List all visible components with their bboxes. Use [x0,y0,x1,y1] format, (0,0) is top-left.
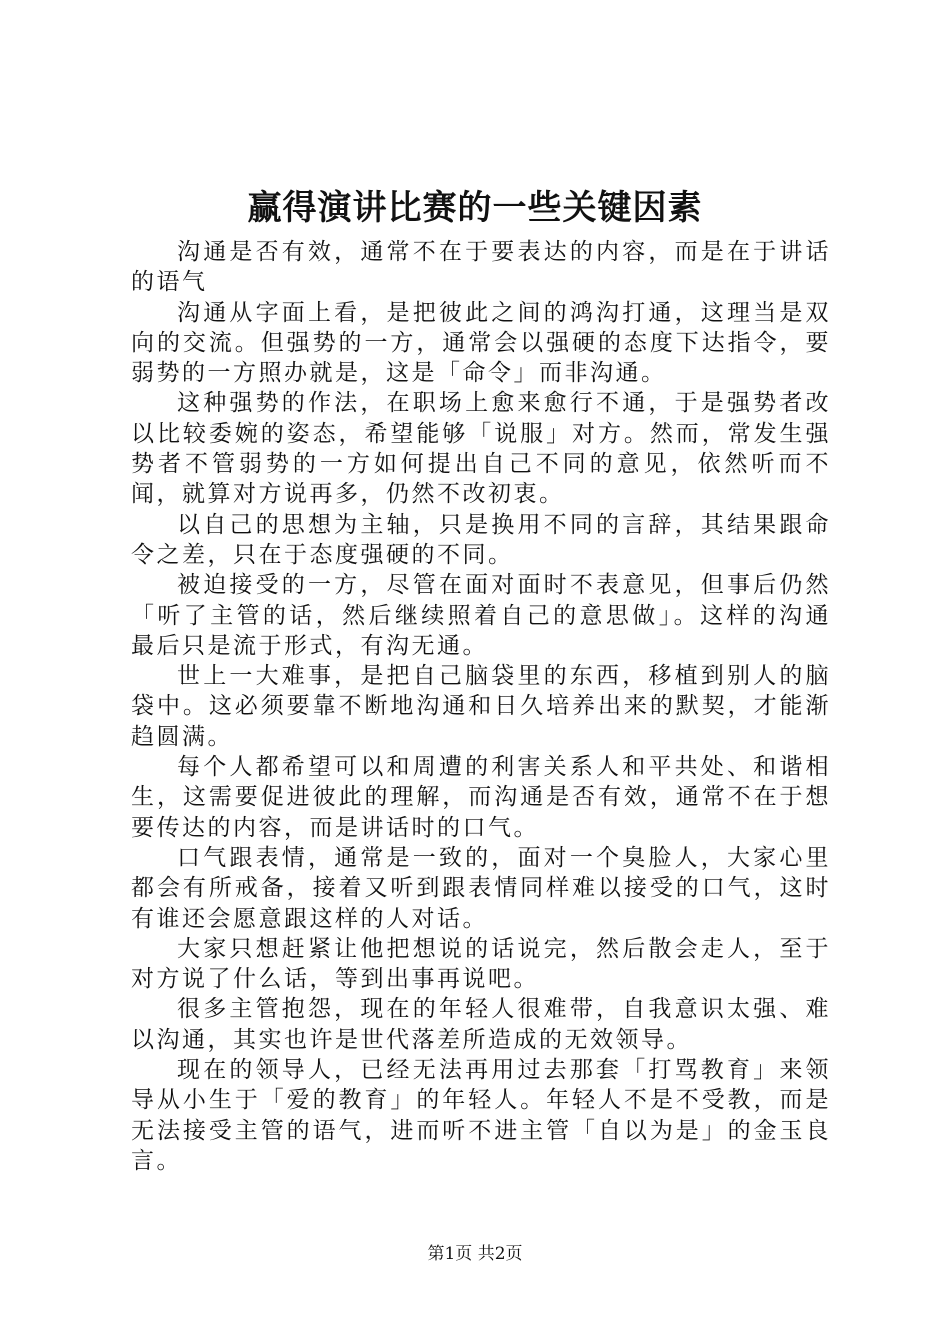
document-title: 赢得演讲比赛的一些关键因素 [247,188,703,228]
paragraph: 这种强势的作法，在职场上愈来愈行不通，于是强势者改以比较委婉的姿态，希望能够「说服」对方。然而，常发生强势者不管弱势的一方如何提出自己不同的意见，依然听而不闻，就算对方说再多，仍然不改初衷。 [131,390,831,508]
paragraph: 以自己的思想为主轴，只是换用不同的言辞，其结果跟命令之差，只在于态度强硬的不同。 [131,511,831,568]
document-body [131,237,831,1176]
paragraph: 被迫接受的一方，尽管在面对面时不表意见，但事后仍然「听了主管的话，然后继续照着自己的意思做」。这样的沟通最后只是流于形式，有沟无通。 [131,572,831,659]
paragraph: 现在的领导人，已经无法再用过去那套「打骂教育」来领导从小生于「爱的教育」的年轻人。年轻人不是不受教，而是无法接受主管的语气，进而听不进主管「自以为是」的金玉良言。 [131,1057,831,1174]
paragraph: 口气跟表情，通常是一致的，面对一个臭脸人，大家心里都会有所戒备，接着又听到跟表情同样难以接受的口气，这时有谁还会愿意跟这样的人对话。 [131,844,831,932]
paragraph: 每个人都希望可以和周遭的利害关系人和平共处、和谐相生，这需要促进彼此的理解，而沟通是否有效，通常不在于想要传达的内容，而是讲话时的口气。 [131,754,831,841]
paragraph: 很多主管抱怨，现在的年轻人很难带，自我意识太强、难以沟通，其实也许是世代落差所造成的无效领导。 [131,996,831,1053]
paragraph: 大家只想赶紧让他把想说的话说完，然后散会走人，至于对方说了什么话，等到出事再说吧。 [131,935,831,993]
paragraph: 沟通从字面上看，是把彼此之间的鸿沟打通，这理当是双向的交流。但强势的一方，通常会以强硬的态度下达指令，要弱势的一方照办就是，这是「命令」而非沟通。 [131,299,831,387]
paragraph: 世上一大难事，是把自己脑袋里的东西，移植到别人的脑袋中。这必须要靠不断地沟通和日久培养出来的默契，才能渐趋圆满。 [131,663,831,750]
page-footer: 第1页 共2页 [427,1244,523,1264]
paragraph: 沟通是否有效，通常不在于要表达的内容，而是在于讲话的语气 [131,239,831,296]
